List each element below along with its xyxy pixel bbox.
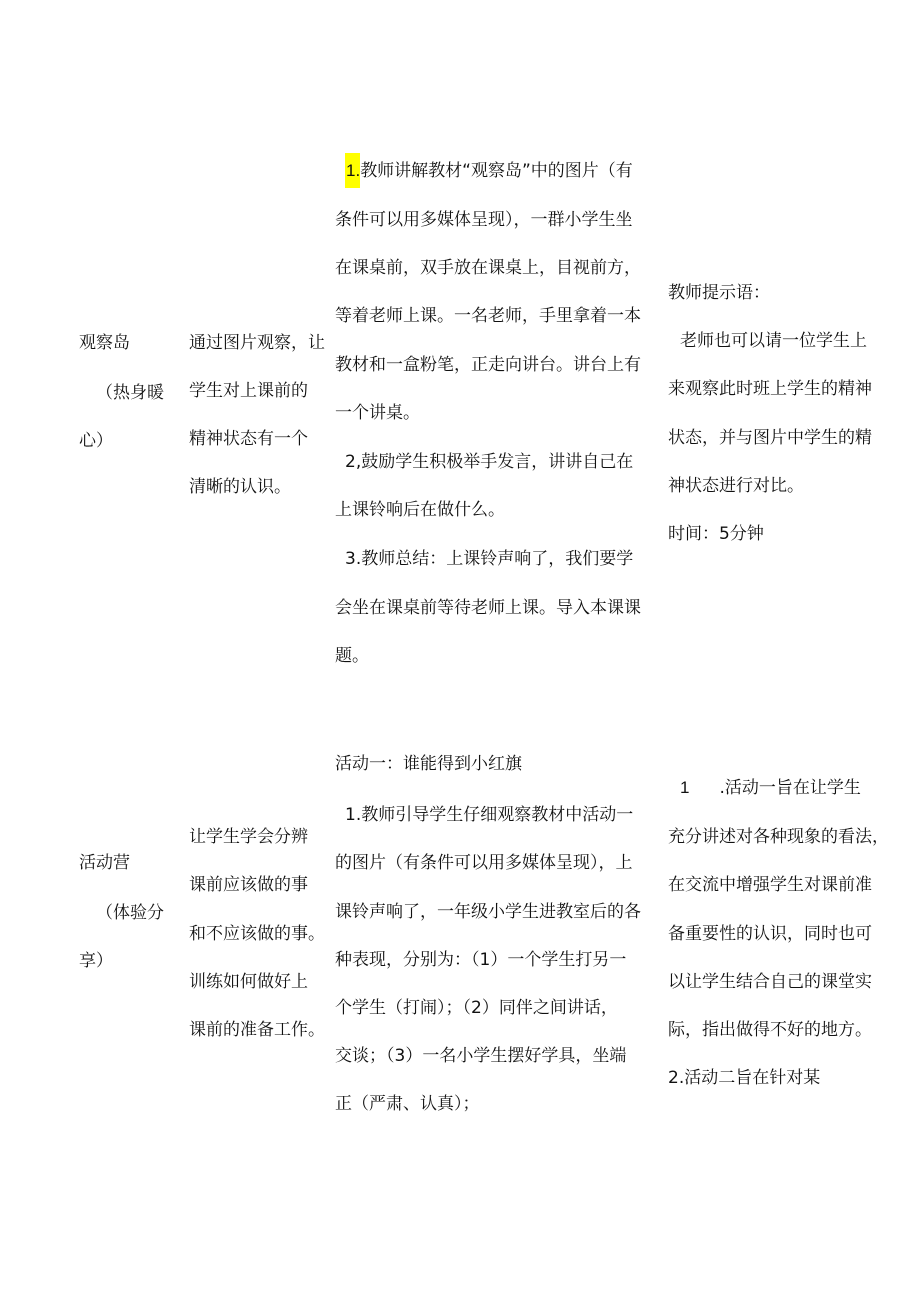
row1-process-line5: 教材和一盒粉笔，正走向讲台。讲台上有: [335, 355, 641, 375]
row1-process-line6: 一个讲桌。: [335, 403, 420, 423]
row1-process-line9: 3.教师总结：上课铃声响了，我们要学: [345, 549, 634, 569]
row1-note-line3: 来观察此时班上学生的精神: [668, 379, 872, 399]
row1-note-line6: 时间：5分钟: [668, 524, 764, 544]
row2-note-line6: 际，指出做得不好的地方。: [668, 1020, 872, 1040]
row1-note-line4: 状态，并与图片中学生的精: [668, 428, 872, 448]
row2-process-line6: 个学生（打闹）；（2）同伴之间讲话，: [335, 998, 618, 1018]
row2-note-line5: 以让学生结合自己的课堂实: [668, 972, 872, 992]
highlighted-item-number: 1.: [345, 153, 360, 188]
row1-process-line1: 1.教师讲解教材“观察岛”中的图片（有: [345, 161, 633, 181]
row2-objective-line2: 课前应该做的事: [189, 875, 308, 895]
list-number: 1: [680, 778, 690, 797]
row1-col1-line1: 观察岛: [79, 333, 130, 353]
row2-objective-line4: 训练如何做好上: [189, 972, 308, 992]
row2-process-line4: 课铃声响了，一年级小学生进教室后的各: [335, 902, 641, 922]
row2-col1-line3: 享）: [79, 951, 113, 971]
row1-process-line7: 2,鼓励学生积极举手发言，讲讲自己在: [345, 452, 634, 472]
row2-process-line8: 正（严肃、认真）；: [335, 1094, 480, 1114]
row1-note-line2: 老师也可以请一位学生上: [680, 331, 867, 351]
row2-objective-line3: 和不应该做的事。: [189, 924, 325, 944]
row1-objective-line1: 通过图片观察，让: [189, 333, 325, 353]
row2-process-line7: 交谈；（3）一名小学生摆好学具，坐端: [335, 1046, 627, 1066]
row2-process-line3: 的图片（有条件可以用多媒体呈现），上: [335, 853, 633, 873]
row1-objective-line3: 精神状态有一个: [189, 429, 308, 449]
row1-process-line8: 上课铃响后在做什么。: [335, 500, 505, 520]
row1-col1-line2: （热身暖: [96, 383, 164, 403]
row1-process-line3: 在课桌前，双手放在课桌上，目视前方，: [335, 258, 641, 278]
row2-objective-line1: 让学生学会分辨: [189, 827, 308, 847]
row1-process-line2: 条件可以用多媒体呈现），一群小学生坐: [335, 210, 633, 230]
row2-process-line1: 活动一：谁能得到小红旗: [335, 754, 522, 774]
row1-process-line11: 题。: [335, 646, 369, 666]
row2-col1-line1: 活动营: [79, 853, 130, 873]
row1-col1-line3: 心）: [79, 431, 113, 451]
row1-objective-line4: 清晰的认识。: [189, 477, 291, 497]
row2-note-line4: 备重要性的认识，同时也可: [668, 924, 872, 944]
row2-note-line1: 1 .活动一旨在让学生: [680, 778, 861, 798]
row2-note-line3: 在交流中增强学生对课前准: [668, 875, 872, 895]
row1-process-line10: 会坐在课桌前等待老师上课。导入本课课: [335, 598, 641, 618]
row1-note-line1: 教师提示语：: [668, 283, 770, 303]
row2-process-line5: 种表现，分别为：（1）一个学生打另一: [335, 950, 627, 970]
row1-process-line4: 等着老师上课。一名老师，手里拿着一本: [335, 306, 641, 326]
row1-objective-line2: 学生对上课前的: [189, 381, 308, 401]
row2-process-line2: 1.教师引导学生仔细观察教材中活动一: [345, 805, 634, 825]
row1-note-line5: 神状态进行对比。: [668, 476, 804, 496]
row2-col1-line2: （体验分: [96, 903, 164, 923]
row2-note-line7: 2.活动二旨在针对某: [668, 1068, 821, 1088]
row2-note-line2: 充分讲述对各种现象的看法，: [668, 827, 889, 847]
row2-objective-line5: 课前的准备工作。: [189, 1020, 325, 1040]
